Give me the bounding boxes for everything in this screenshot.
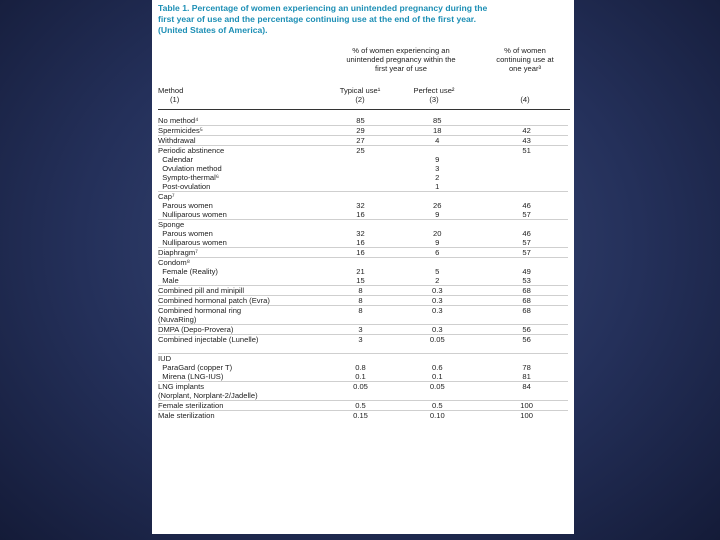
continuing-use-cell: 78 [522, 363, 531, 372]
continuing-use-cell: 81 [522, 372, 531, 381]
perfect-use-cell [393, 315, 467, 325]
table-row [158, 229, 568, 238]
table-row [158, 146, 568, 156]
header-continuing-line-2: continuing use at [496, 55, 554, 64]
continuing-use-cell [467, 155, 568, 164]
header-continuing-line-3: one year³ [508, 64, 542, 73]
perfect-use-cell: 0.1 [432, 372, 443, 381]
perfect-use-cell: 0.3 [393, 325, 467, 335]
table-row [158, 126, 568, 136]
typical-use-cell: 16 [320, 248, 394, 258]
perfect-use-cell: 0.3 [393, 306, 467, 316]
typical-use-cell: 21 [356, 267, 365, 276]
method-cell: Periodic abstinence [158, 146, 320, 156]
header-col-1: (1) [170, 95, 180, 104]
perfect-use-cell [393, 258, 467, 268]
table-row [158, 276, 568, 286]
header-col-2: (2) [355, 95, 365, 104]
table-row [158, 382, 568, 392]
typical-use-cell: 0.15 [320, 411, 394, 421]
perfect-use-cell: 0.6 [432, 363, 443, 372]
header-group-line-1: % of women experiencing an [352, 46, 450, 55]
typical-use-cell: 85 [356, 116, 365, 125]
continuing-use-cell: 68 [467, 286, 568, 296]
method-cell: Post-ovulation [158, 182, 211, 191]
table-document [152, 0, 574, 534]
perfect-use-cell [393, 192, 467, 202]
method-cell: (NuvaRing) [158, 315, 197, 324]
method-cell: Sponge [158, 220, 320, 230]
perfect-use-cell [393, 344, 467, 354]
perfect-use-cell: 4 [393, 136, 467, 146]
method-cell: Combined hormonal ring [158, 306, 320, 316]
typical-use-cell: 16 [356, 238, 365, 247]
table-row [158, 325, 568, 335]
perfect-use-cell [393, 146, 467, 156]
typical-use-cell: 0.8 [355, 363, 366, 372]
method-cell: Mirena (LNG-IUS) [158, 372, 224, 381]
table-row [158, 411, 568, 421]
method-cell: No method⁴ [158, 116, 199, 125]
continuing-use-cell: 68 [467, 296, 568, 306]
typical-use-cell: 0.1 [355, 372, 366, 381]
perfect-use-cell: 5 [435, 267, 440, 276]
method-cell: Female sterilization [158, 401, 320, 411]
typical-use-cell [320, 354, 394, 364]
method-cell: Sympto-thermal⁶ [158, 173, 219, 182]
method-cell: Nulliparous women [158, 210, 227, 219]
perfect-use-cell: 20 [433, 229, 442, 238]
continuing-use-cell [467, 315, 568, 325]
continuing-use-cell: 57 [522, 210, 531, 219]
perfect-use-cell: 0.05 [393, 335, 467, 345]
typical-use-cell [320, 315, 394, 325]
table-row [158, 136, 568, 146]
caption-line-1: Table 1. Percentage of women experiencing an unintended pregnancy during the [158, 3, 488, 13]
typical-use-cell [320, 192, 394, 202]
caption-line-3: (United States of America). [158, 25, 268, 35]
table-row [158, 335, 568, 345]
continuing-use-cell [467, 182, 568, 192]
perfect-use-cell: 2 [435, 173, 440, 182]
table-row [158, 258, 568, 268]
table-row [158, 248, 568, 258]
table-row [158, 296, 568, 306]
header-typical-use: Typical use¹ [339, 86, 381, 95]
method-cell: Male sterilization [158, 411, 320, 421]
continuing-use-cell [467, 220, 568, 230]
typical-use-cell: 25 [320, 146, 394, 156]
method-cell: Cap⁷ [158, 192, 320, 202]
method-cell: Nulliparous women [158, 238, 227, 247]
continuing-use-cell: 100 [467, 401, 568, 411]
continuing-use-cell: 46 [522, 229, 531, 238]
continuing-use-cell: 68 [467, 306, 568, 316]
method-cell: Male [158, 276, 179, 285]
typical-use-cell [320, 220, 394, 230]
typical-use-cell [320, 173, 394, 182]
header-continuing-line-1: % of women [504, 46, 546, 55]
continuing-use-cell: 53 [522, 276, 531, 285]
contraception-table [158, 114, 568, 420]
table-row [158, 401, 568, 411]
continuing-use-cell: 42 [467, 126, 568, 136]
typical-use-cell [320, 258, 394, 268]
perfect-use-cell: 9 [435, 210, 440, 219]
method-cell: ParaGard (copper T) [158, 363, 233, 372]
header-col-4: (4) [520, 95, 530, 104]
typical-use-cell: 3 [320, 335, 394, 345]
perfect-use-cell [393, 220, 467, 230]
table-row [158, 363, 568, 372]
continuing-use-cell [467, 173, 568, 182]
table-row [158, 391, 568, 401]
perfect-use-cell: 0.10 [393, 411, 467, 421]
continuing-use-cell: 100 [467, 411, 568, 421]
method-cell: LNG implants [158, 382, 320, 392]
table-header [158, 42, 570, 114]
continuing-use-cell: 43 [467, 136, 568, 146]
method-cell: Ovulation method [158, 164, 222, 173]
method-cell: Parous women [158, 229, 213, 238]
header-group-line-2: unintended pregnancy within the [346, 55, 456, 64]
typical-use-cell [320, 182, 394, 192]
method-cell: Withdrawal [158, 136, 320, 146]
table-row [158, 210, 568, 220]
table-row [158, 238, 568, 248]
method-cell: Parous women [158, 201, 213, 210]
method-cell: Combined injectable (Lunelle) [158, 335, 320, 345]
perfect-use-cell: 26 [433, 201, 442, 210]
method-cell: Spermicides⁵ [158, 126, 320, 136]
table-row [158, 354, 568, 364]
continuing-use-cell [467, 164, 568, 173]
typical-use-cell: 27 [320, 136, 394, 146]
header-perfect-use: Perfect use² [413, 86, 455, 95]
continuing-use-cell [467, 258, 568, 268]
continuing-use-cell: 49 [522, 267, 531, 276]
continuing-use-cell: 56 [467, 335, 568, 345]
table-row [158, 164, 568, 173]
continuing-use-cell [467, 344, 568, 354]
continuing-use-cell [467, 114, 568, 126]
perfect-use-cell: 0.5 [393, 401, 467, 411]
typical-use-cell: 15 [356, 276, 365, 285]
typical-use-cell: 0.05 [320, 382, 394, 392]
continuing-use-cell: 84 [467, 382, 568, 392]
perfect-use-cell: 85 [433, 116, 442, 125]
perfect-use-cell: 0.3 [393, 286, 467, 296]
perfect-use-cell: 9 [435, 238, 440, 247]
perfect-use-cell [393, 354, 467, 364]
table-row [158, 173, 568, 182]
table-row [158, 201, 568, 210]
perfect-use-cell: 1 [435, 182, 440, 191]
table-row [158, 182, 568, 192]
table-row [158, 286, 568, 296]
perfect-use-cell: 9 [435, 155, 440, 164]
table-row [158, 220, 568, 230]
typical-use-cell [320, 164, 394, 173]
perfect-use-cell [393, 391, 467, 401]
perfect-use-cell: 6 [393, 248, 467, 258]
table-row [158, 372, 568, 382]
method-cell: Calendar [158, 155, 194, 164]
method-cell: Combined pill and minipill [158, 286, 320, 296]
continuing-use-cell: 57 [522, 238, 531, 247]
typical-use-cell: 16 [356, 210, 365, 219]
table-row [158, 267, 568, 276]
perfect-use-cell: 0.05 [393, 382, 467, 392]
header-divider [158, 109, 570, 110]
typical-use-cell: 8 [320, 306, 394, 316]
caption-line-2: first year of use and the percentage continuing use at the end of the first year. [158, 14, 477, 24]
typical-use-cell: 32 [356, 201, 365, 210]
continuing-use-cell: 51 [467, 146, 568, 156]
table-row [158, 114, 568, 126]
method-cell: Combined hormonal patch (Evra) [158, 296, 320, 306]
method-cell: Diaphragm⁷ [158, 248, 320, 258]
continuing-use-cell [467, 192, 568, 202]
header-group-line-3: first year of use [375, 64, 427, 73]
table-row [158, 315, 568, 325]
header-col-3: (3) [429, 95, 439, 104]
method-cell: Female (Reality) [158, 267, 218, 276]
table-caption [158, 3, 570, 36]
method-cell: IUD [158, 354, 320, 364]
perfect-use-cell: 2 [435, 276, 440, 285]
table-row [158, 306, 568, 316]
typical-use-cell: 8 [320, 296, 394, 306]
method-cell: (Norplant, Norplant-2/Jadelle) [158, 391, 258, 400]
method-cell: Condom⁸ [158, 258, 320, 268]
typical-use-cell [320, 391, 394, 401]
table-row [158, 344, 568, 354]
typical-use-cell: 0.5 [320, 401, 394, 411]
continuing-use-cell: 57 [467, 248, 568, 258]
typical-use-cell: 29 [320, 126, 394, 136]
typical-use-cell: 3 [320, 325, 394, 335]
continuing-use-cell [467, 391, 568, 401]
continuing-use-cell: 46 [522, 201, 531, 210]
method-cell: DMPA (Depo-Provera) [158, 325, 320, 335]
typical-use-cell [320, 155, 394, 164]
typical-use-cell [320, 344, 394, 354]
continuing-use-cell [467, 354, 568, 364]
typical-use-cell: 8 [320, 286, 394, 296]
perfect-use-cell: 0.3 [393, 296, 467, 306]
table-row [158, 155, 568, 164]
perfect-use-cell: 18 [393, 126, 467, 136]
header-method: Method [158, 86, 184, 95]
method-cell [158, 344, 320, 354]
continuing-use-cell: 56 [467, 325, 568, 335]
typical-use-cell: 32 [356, 229, 365, 238]
perfect-use-cell: 3 [435, 164, 440, 173]
table-row [158, 192, 568, 202]
